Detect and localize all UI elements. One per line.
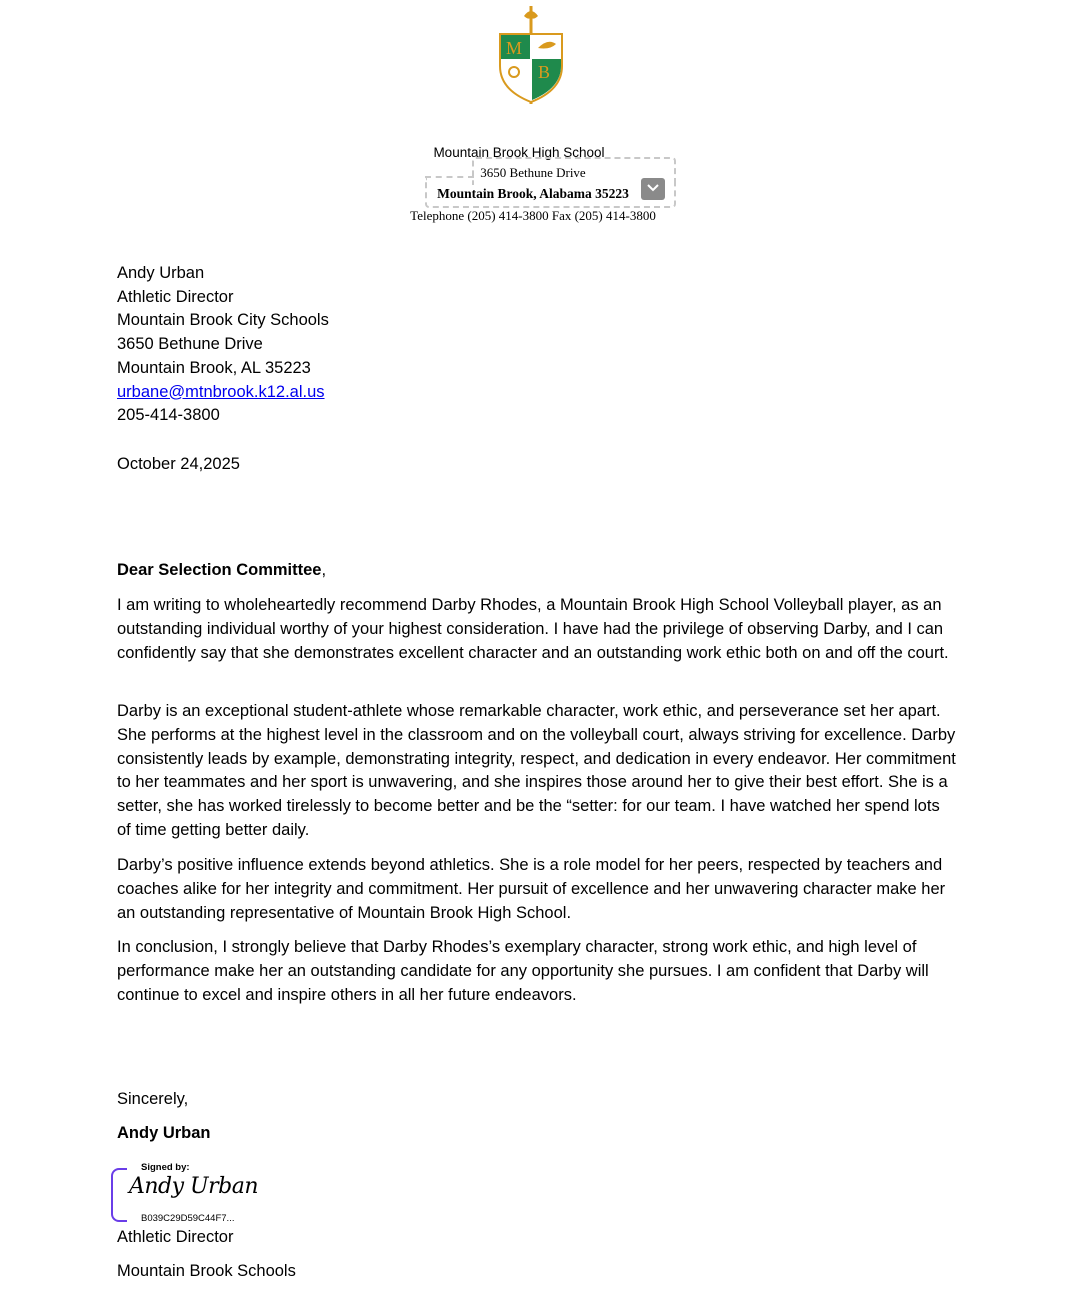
sender-name: Andy Urban xyxy=(117,264,205,282)
school-phone-fax: Telephone (205) 414-3800 Fax (205) 414-3800 xyxy=(410,208,656,223)
signed-by-label: Signed by: xyxy=(141,1162,190,1173)
sender-email-link[interactable]: urbane@mtnbrook.k12.al.us xyxy=(117,382,325,401)
signature-hash: B039C29D59C44F7... xyxy=(141,1213,235,1224)
svg-text:M: M xyxy=(506,38,523,58)
salutation xyxy=(117,559,326,583)
sender-street: 3650 Bethune Drive xyxy=(117,335,263,354)
sender-address-block xyxy=(117,262,329,428)
body-paragraph: Darby is an exceptional student-athlete whose remarkable character, work ethic, and perseverance set her apart. She performs at the highest level in the classroom and on the volleyball court, always striving for excellence. Darby consistently leads by example, demonstrating integrity, respect, and dedication in every endeavor. Her commitment to her teammates and her sport is unwavering, and she inspires those around her to give their best effort. She is a setter, she has worked tirelessly to become better and be the “setter: for our team. I have watched her spend lots of time getting better daily. xyxy=(117,702,956,839)
sender-phone: 205-414-3800 xyxy=(117,406,220,425)
salutation-bold: Dear Selection Committee xyxy=(117,561,322,579)
dropdown-button[interactable] xyxy=(641,178,665,200)
letter-date: October 24,2025 xyxy=(117,455,240,473)
handwritten-signature: Andy Urban xyxy=(129,1174,258,1199)
docusign-signature xyxy=(111,1162,281,1224)
sender-organization: Mountain Brook City Schools xyxy=(117,311,329,330)
school-city: Mountain Brook, Alabama 35223 xyxy=(437,186,629,201)
closing-sincerely: Sincerely, xyxy=(117,1090,189,1108)
chevron-down-icon xyxy=(646,180,660,198)
sender-city: Mountain Brook, AL 35223 xyxy=(117,358,311,377)
salutation-punct: , xyxy=(321,561,327,579)
body-paragraph: I am writing to wholeheartedly recommend Darby Rhodes, a Mountain Brook High School Volleyball player, as an outstanding individual worthy of your highest consideration. I have had the privilege of observing Darby, and I can confidently say that she demonstrates excellent character and an outstanding work ethic both on and off the court. xyxy=(117,596,949,662)
school-street: 3650 Bethune Drive xyxy=(480,165,586,180)
sender-title: Athletic Director xyxy=(117,287,234,306)
body-paragraph: In conclusion, I strongly believe that Darby Rhodes’s exemplary character, strong work ethic, and high level of performance make her an outstanding candidate for any opportunity she pursues. I am confident that Darby will continue to excel and inspire others in all her future endeavors. xyxy=(117,938,929,1004)
school-name: Mountain Brook High School xyxy=(433,145,605,160)
school-crest-logo xyxy=(494,4,568,106)
svg-text:B: B xyxy=(538,62,551,82)
body-paragraph: Darby’s positive influence extends beyond athletics. She is a role model for her peers, respected by teachers and coaches alike for her integrity and commitment. Her pursuit of excellence and her unwavering character make her an outstanding representative of Mountain Brook High School. xyxy=(117,856,946,922)
closing-name: Andy Urban xyxy=(117,1124,211,1142)
closing-organization: Mountain Brook Schools xyxy=(117,1262,296,1280)
signature-bracket xyxy=(111,1168,127,1222)
closing-title: Athletic Director xyxy=(117,1228,234,1246)
